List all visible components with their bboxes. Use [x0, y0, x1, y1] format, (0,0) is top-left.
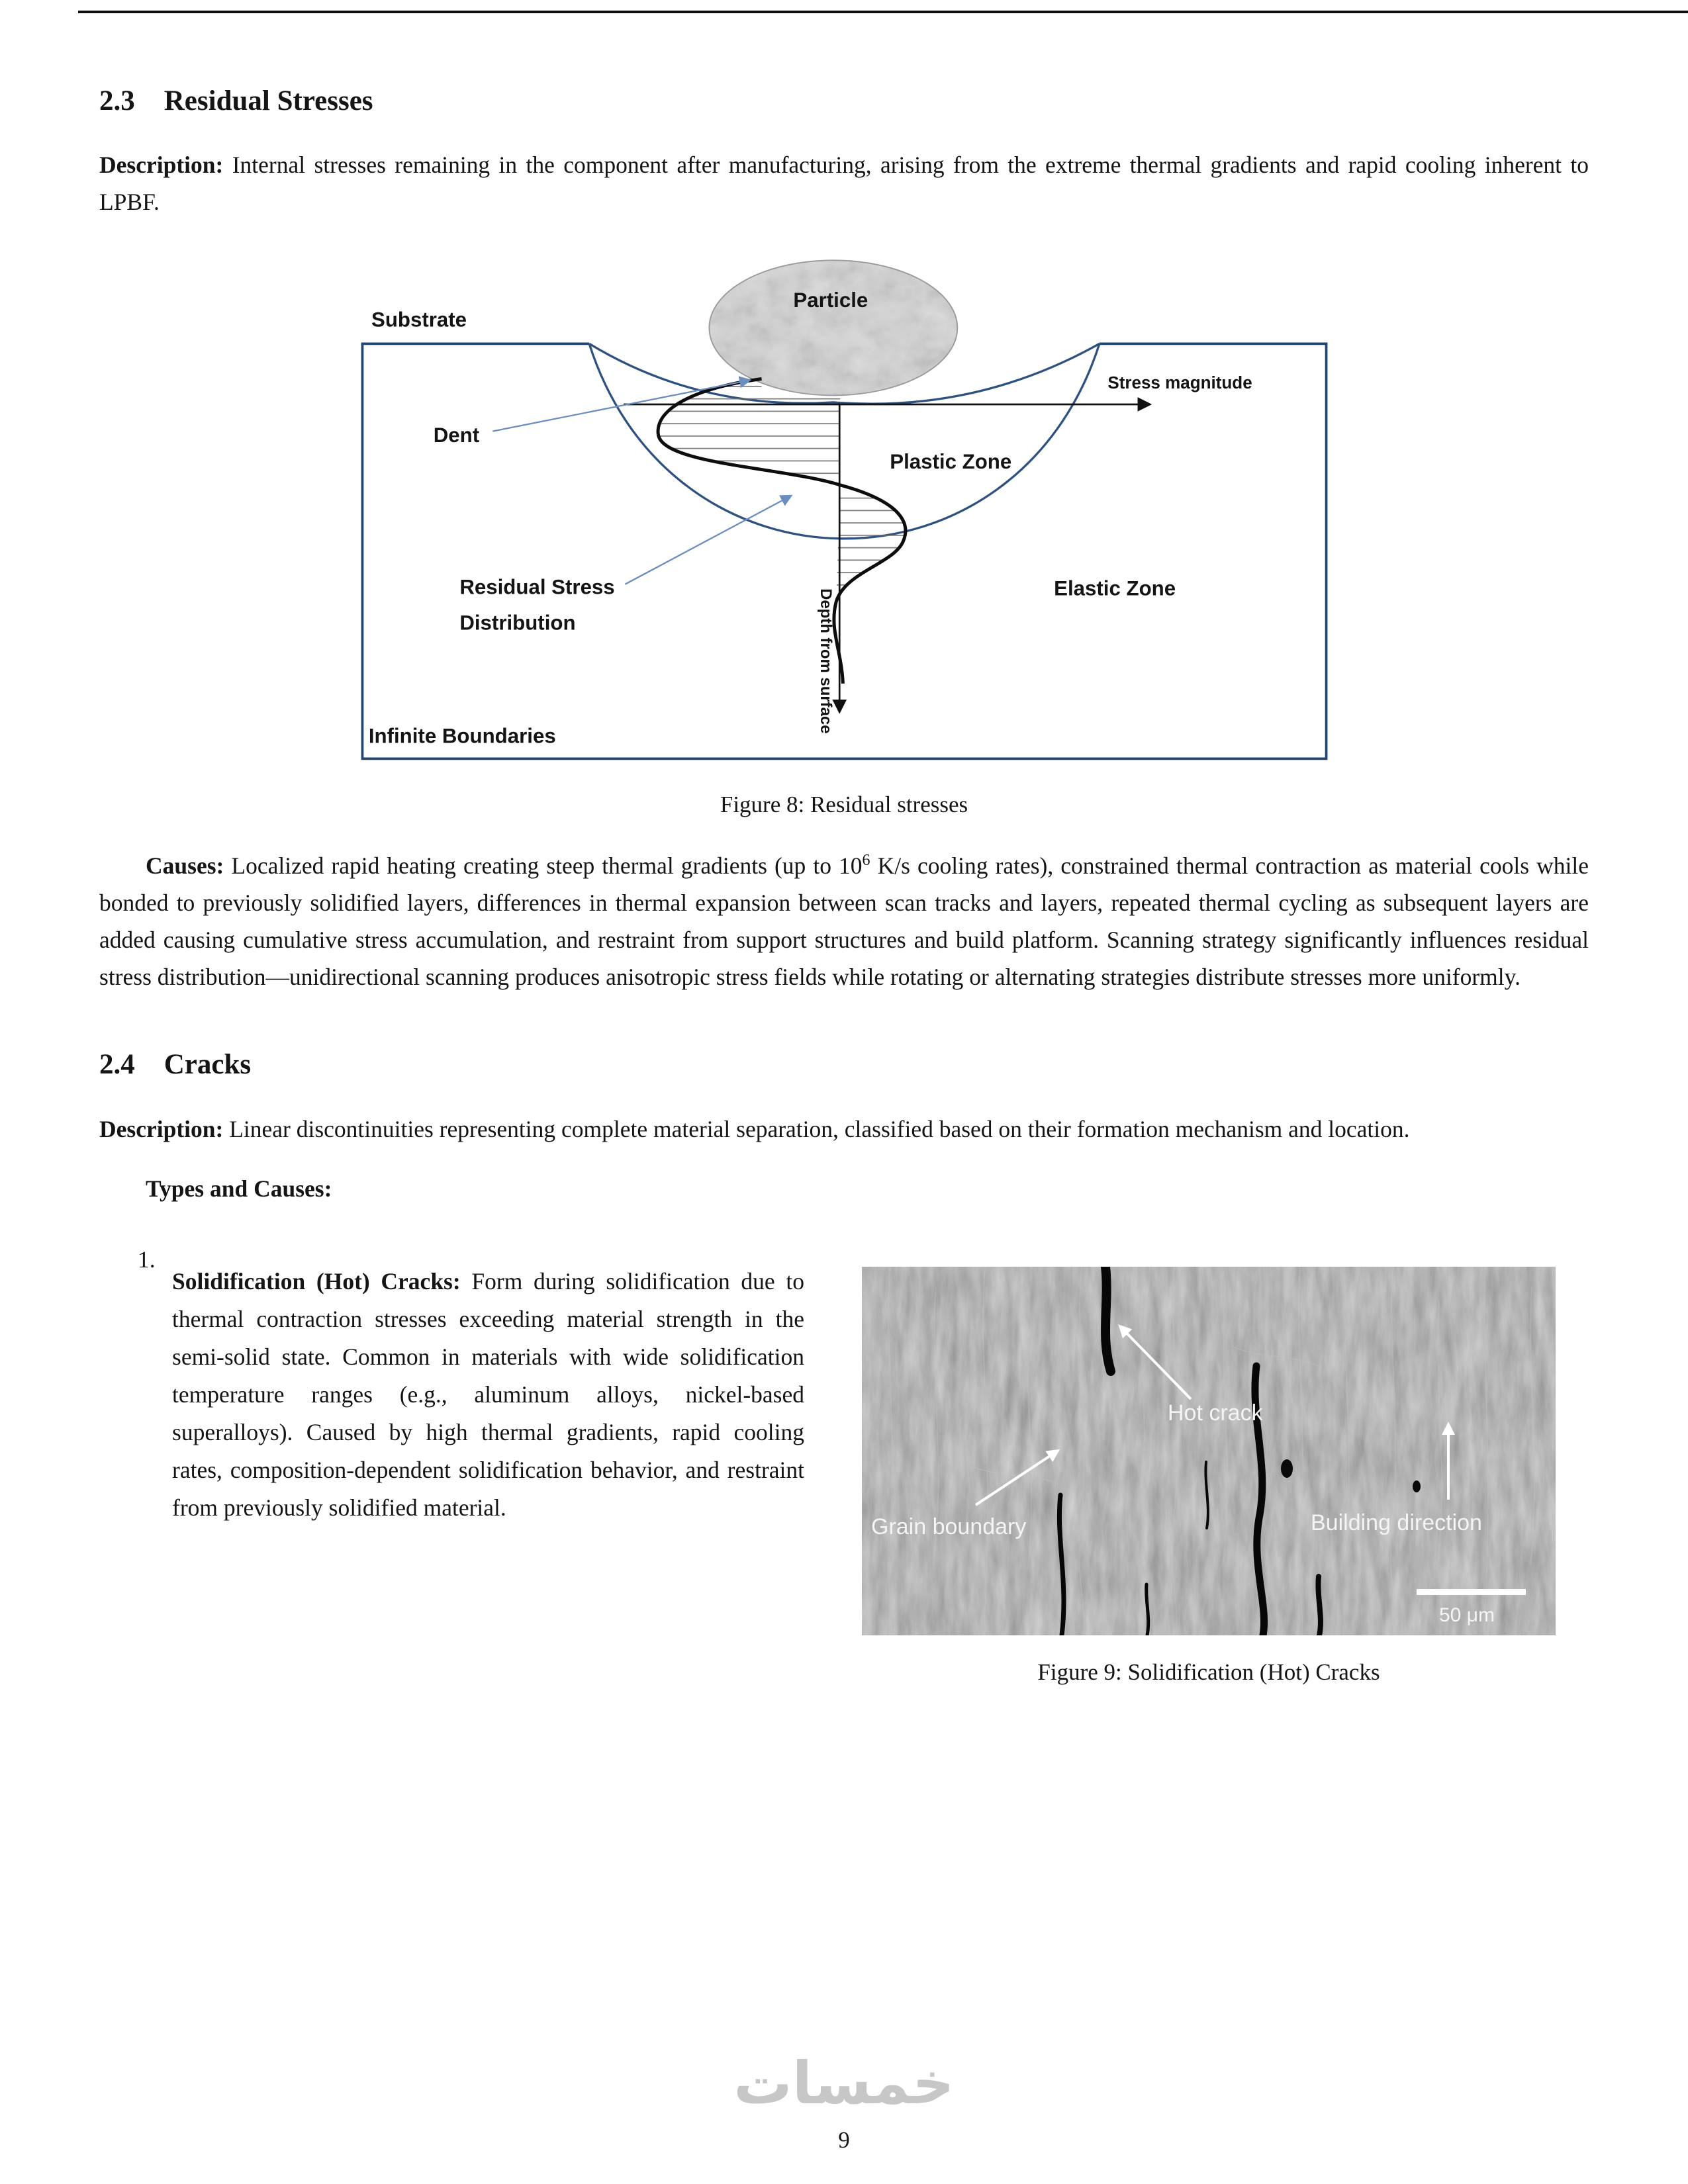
- list-item-text: [172, 1244, 804, 1686]
- types-and-causes-label: Types and Causes:: [146, 1175, 332, 1202]
- elastic-zone-label: Elastic Zone: [1053, 576, 1176, 600]
- section-2-3-number: 2.3: [99, 85, 135, 116]
- infinite-boundaries-label: Infinite Boundaries: [368, 724, 556, 748]
- description-2-4-label: Description:: [99, 1115, 224, 1142]
- scale-bar-label: 50 μm: [1439, 1604, 1495, 1626]
- section-2-3-title: Residual Stresses: [164, 85, 373, 116]
- causes-label: Causes:: [146, 852, 224, 880]
- particle-label: Particle: [792, 289, 868, 312]
- description-2-4-text: Linear discontinuities representing complete material separation, classified based on their formation mechanism and location.: [229, 1115, 1410, 1142]
- section-2-4-description: [99, 1111, 1589, 1148]
- page-number: 9: [838, 2127, 850, 2153]
- particle-image: [706, 258, 961, 400]
- causes-text-1: Localized rapid heating creating steep thermal gradients (up to 10: [231, 852, 863, 880]
- section-2-4-heading: [99, 1048, 1589, 1081]
- crack-types-list: [99, 1244, 1589, 1686]
- residual-stress-label-line1: Residual Stress: [459, 575, 615, 599]
- residual-stress-pointer-arrow: [625, 496, 790, 584]
- description-label: Description:: [99, 152, 224, 179]
- stress-magnitude-label: Stress magnitude: [1107, 373, 1252, 393]
- watermark: خمسات: [733, 2049, 955, 2117]
- sem-texture: [862, 1267, 1556, 1635]
- section-2-4-number: 2.4: [99, 1049, 135, 1081]
- plastic-zone-label: Plastic Zone: [889, 450, 1011, 474]
- section-2-4-title: Cracks: [164, 1049, 252, 1081]
- hot-cracks-label: Solidification (Hot) Cracks:: [172, 1267, 461, 1295]
- building-direction-label: Building direction: [1311, 1510, 1482, 1535]
- residual-stress-diagram: [355, 256, 1334, 769]
- scale-bar: [1417, 1589, 1526, 1595]
- depth-from-surface-label: Depth from surface: [816, 588, 835, 734]
- figure-9: [862, 1244, 1556, 1686]
- section-2-3-description: [99, 146, 1589, 220]
- page-top-rule: [78, 11, 1688, 13]
- crack-void-small: [1413, 1480, 1421, 1492]
- section-2-3-causes: [99, 847, 1589, 995]
- hot-cracks-text: Form during solidification due to thermal contraction stresses exceeding material strength in the semi-solid state. Common in materials with wide solidification temperature ranges (e.g., aluminum alloys, nickel-based superalloys). Caused by high thermal gradients, rapid cooling rates, composition-dependent solidification behavior, and restraint from previously solidified material.: [172, 1267, 805, 1521]
- sem-micrograph: [862, 1267, 1556, 1635]
- description-text: Internal stresses remaining in the component after manufacturing, arising from the extreme thermal gradients and rapid cooling inherent to LPBF.: [99, 152, 1589, 216]
- substrate-label: Substrate: [371, 308, 467, 332]
- section-2-3-heading: [99, 85, 1589, 117]
- figure-8: [99, 256, 1589, 818]
- figure-9-caption: Figure 9: Solidification (Hot) Cracks: [1037, 1659, 1380, 1685]
- list-item-number: 1.: [138, 1246, 156, 1273]
- hot-crack-label: Hot crack: [1168, 1400, 1263, 1426]
- causes-text-2: K/s cooling rates), constrained thermal contraction as material cools while bonded to previously solidified layers, differences in thermal expansion between scan tracks and layers, repeated thermal cycling as subsequent layers are added causing cumulative stress accumulation, and restraint from support structures and build platform. Scanning strategy significantly influences residual stress distribution—unidirectional scanning produces anisotropic stress fields while rotating or alternating strategies distribute stresses more uniformly.: [99, 852, 1589, 991]
- grain-boundary-label: Grain boundary: [871, 1514, 1027, 1539]
- figure-8-caption: Figure 8: Residual stresses: [720, 792, 968, 818]
- residual-stress-label-line2: Distribution: [459, 612, 576, 635]
- causes-exponent: 6: [862, 852, 870, 870]
- dent-label: Dent: [433, 424, 479, 447]
- crack-void: [1281, 1459, 1293, 1478]
